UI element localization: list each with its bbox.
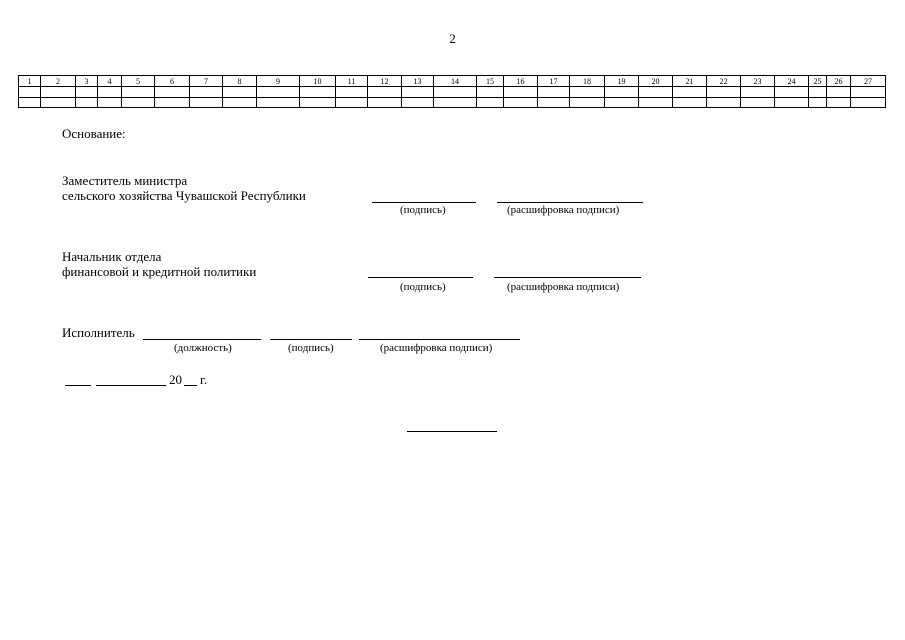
table-cell bbox=[538, 87, 570, 98]
table-cell bbox=[300, 98, 336, 108]
column-number-cell: 22 bbox=[707, 76, 741, 87]
column-number-cell: 16 bbox=[504, 76, 538, 87]
executor-decoding-line bbox=[359, 339, 520, 340]
column-number-cell: 8 bbox=[223, 76, 257, 87]
column-number-cell: 3 bbox=[76, 76, 98, 87]
basis-label: Основание: bbox=[62, 126, 126, 141]
column-number-cell: 26 bbox=[827, 76, 851, 87]
column-number-cell: 2 bbox=[41, 76, 76, 87]
table-cell bbox=[639, 87, 673, 98]
table-cell bbox=[477, 98, 504, 108]
deputy-title-line2: сельского хозяйства Чувашской Республики bbox=[62, 188, 306, 203]
deputy-title-line1: Заместитель министра bbox=[62, 173, 188, 188]
column-number-cell: 9 bbox=[257, 76, 300, 87]
table-cell bbox=[504, 98, 538, 108]
table-cell bbox=[504, 87, 538, 98]
executor-position-caption: (должность) bbox=[174, 342, 232, 354]
column-number-cell: 17 bbox=[538, 76, 570, 87]
head-title-line1: Начальник отдела bbox=[62, 249, 162, 264]
table-cell bbox=[368, 98, 402, 108]
table-cell bbox=[673, 98, 707, 108]
column-number-cell: 19 bbox=[605, 76, 639, 87]
table-cell bbox=[775, 87, 809, 98]
table-cell bbox=[434, 87, 477, 98]
table-cell bbox=[19, 87, 41, 98]
table-cell bbox=[809, 98, 827, 108]
table-cell bbox=[257, 87, 300, 98]
head-signature-caption: (подпись) bbox=[400, 281, 446, 293]
column-number-cell: 14 bbox=[434, 76, 477, 87]
date-year-line bbox=[184, 385, 197, 386]
table-cell bbox=[741, 98, 775, 108]
column-number-cell: 4 bbox=[98, 76, 122, 87]
table-header-row bbox=[19, 76, 886, 87]
table-cell bbox=[707, 98, 741, 108]
column-number-cell: 5 bbox=[122, 76, 155, 87]
column-number-cell: 15 bbox=[477, 76, 504, 87]
table-row bbox=[19, 98, 886, 108]
column-number-cell: 10 bbox=[300, 76, 336, 87]
table-cell bbox=[190, 98, 223, 108]
table-cell bbox=[434, 98, 477, 108]
date-year-suffix: г. bbox=[200, 372, 208, 387]
table-cell bbox=[605, 87, 639, 98]
table-cell bbox=[827, 98, 851, 108]
executor-signature-caption: (подпись) bbox=[288, 342, 334, 354]
table-cell bbox=[76, 98, 98, 108]
column-number-cell: 12 bbox=[368, 76, 402, 87]
table-cell bbox=[122, 87, 155, 98]
table-cell bbox=[41, 98, 76, 108]
table-cell bbox=[223, 98, 257, 108]
column-number-cell: 7 bbox=[190, 76, 223, 87]
column-number-cell: 20 bbox=[639, 76, 673, 87]
deputy-signature-line bbox=[372, 202, 476, 203]
table-cell bbox=[257, 98, 300, 108]
table-cell bbox=[827, 87, 851, 98]
table-cell bbox=[223, 87, 257, 98]
deputy-decoding-line bbox=[497, 202, 643, 203]
table-cell bbox=[402, 87, 434, 98]
table-cell bbox=[402, 98, 434, 108]
head-decoding-line bbox=[494, 277, 641, 278]
table-cell bbox=[673, 87, 707, 98]
table-cell bbox=[707, 87, 741, 98]
table-cell bbox=[851, 87, 886, 98]
table-cell bbox=[336, 87, 368, 98]
table-cell bbox=[190, 87, 223, 98]
page-number: 2 bbox=[449, 31, 456, 46]
table-cell bbox=[639, 98, 673, 108]
date-day-line bbox=[65, 385, 91, 386]
table-cell bbox=[41, 87, 76, 98]
column-number-cell: 21 bbox=[673, 76, 707, 87]
table-cell bbox=[570, 98, 605, 108]
executor-signature-line bbox=[270, 339, 352, 340]
table-cell bbox=[19, 98, 41, 108]
table-cell bbox=[538, 98, 570, 108]
head-decoding-caption: (расшифровка подписи) bbox=[507, 281, 620, 293]
table-cell bbox=[76, 87, 98, 98]
table-cell bbox=[775, 98, 809, 108]
column-number-cell: 18 bbox=[570, 76, 605, 87]
table-cell bbox=[809, 87, 827, 98]
table-cell bbox=[851, 98, 886, 108]
column-number-cell: 25 bbox=[809, 76, 827, 87]
column-number-cell: 6 bbox=[155, 76, 190, 87]
table-cell bbox=[336, 98, 368, 108]
table-cell bbox=[98, 87, 122, 98]
table-cell bbox=[605, 98, 639, 108]
column-number-cell: 24 bbox=[775, 76, 809, 87]
data-table bbox=[18, 75, 886, 108]
closing-separator-line bbox=[407, 431, 497, 432]
date-month-line bbox=[96, 385, 166, 386]
table-cell bbox=[155, 98, 190, 108]
executor-decoding-caption: (расшифровка подписи) bbox=[380, 342, 493, 354]
column-number-cell: 11 bbox=[336, 76, 368, 87]
date-year-prefix: 20 bbox=[169, 372, 182, 387]
table-cell bbox=[741, 87, 775, 98]
deputy-decoding-caption: (расшифровка подписи) bbox=[507, 204, 620, 216]
table-cell bbox=[570, 87, 605, 98]
column-number-cell: 27 bbox=[851, 76, 886, 87]
column-number-cell: 13 bbox=[402, 76, 434, 87]
column-number-cell: 1 bbox=[19, 76, 41, 87]
table-cell bbox=[368, 87, 402, 98]
head-title-line2: финансовой и кредитной политики bbox=[62, 264, 257, 279]
executor-position-line bbox=[143, 339, 261, 340]
table-cell bbox=[155, 87, 190, 98]
head-signature-line bbox=[368, 277, 473, 278]
deputy-signature-caption: (подпись) bbox=[400, 204, 446, 216]
table-cell bbox=[98, 98, 122, 108]
table-cell bbox=[122, 98, 155, 108]
column-number-cell: 23 bbox=[741, 76, 775, 87]
executor-label: Исполнитель bbox=[62, 325, 135, 340]
table-row bbox=[19, 87, 886, 98]
table-cell bbox=[477, 87, 504, 98]
table-cell bbox=[300, 87, 336, 98]
